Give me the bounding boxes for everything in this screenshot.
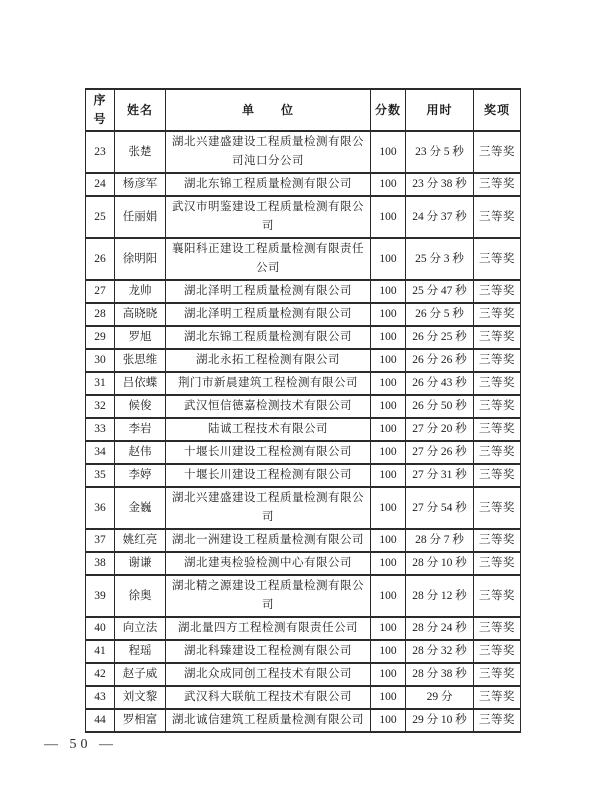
cell-time: 23 分 5 秒 (406, 131, 474, 173)
cell-unit: 陆诚工程技术有限公司 (166, 418, 371, 441)
cell-award: 三等奖 (474, 395, 521, 418)
cell-score: 100 (371, 418, 406, 441)
cell-award: 三等奖 (474, 418, 521, 441)
cell-score: 100 (371, 663, 406, 686)
cell-award: 三等奖 (474, 640, 521, 663)
cell-award: 三等奖 (474, 617, 521, 640)
header-name: 姓名 (115, 89, 166, 131)
cell-name: 赵子威 (115, 663, 166, 686)
cell-award: 三等奖 (474, 238, 521, 280)
cell-time: 26 分 25 秒 (406, 326, 474, 349)
cell-score: 100 (371, 349, 406, 372)
cell-index: 30 (86, 349, 115, 372)
cell-name: 候俊 (115, 395, 166, 418)
cell-time: 24 分 37 秒 (406, 196, 474, 238)
cell-unit: 湖北东锦工程质量检测有限公司 (166, 173, 371, 196)
table-row (86, 196, 521, 238)
cell-unit: 武汉恒信德嘉检测技术有限公司 (166, 395, 371, 418)
cell-index: 31 (86, 372, 115, 395)
cell-award: 三等奖 (474, 663, 521, 686)
cell-award: 三等奖 (474, 552, 521, 575)
header-score: 分数 (371, 89, 406, 131)
cell-score: 100 (371, 372, 406, 395)
cell-time: 27 分 31 秒 (406, 464, 474, 487)
cell-index: 42 (86, 663, 115, 686)
cell-time: 28 分 12 秒 (406, 575, 474, 617)
cell-name: 向立法 (115, 617, 166, 640)
cell-unit: 湖北科臻建设工程检测有限公司 (166, 640, 371, 663)
cell-time: 28 分 32 秒 (406, 640, 474, 663)
table-row (86, 131, 521, 173)
header-index: 序号 (86, 89, 115, 131)
table-row (86, 487, 521, 529)
table-row (86, 418, 521, 441)
cell-unit: 湖北兴建盛建设工程质量检测有限公司沌口分公司 (166, 131, 371, 173)
cell-index: 26 (86, 238, 115, 280)
cell-name: 赵伟 (115, 441, 166, 464)
table-body (86, 131, 521, 732)
table-row (86, 709, 521, 732)
cell-unit: 武汉科大联航工程技术有限公司 (166, 686, 371, 709)
cell-award: 三等奖 (474, 441, 521, 464)
table-row (86, 280, 521, 303)
cell-name: 任丽娟 (115, 196, 166, 238)
cell-score: 100 (371, 529, 406, 552)
cell-score: 100 (371, 441, 406, 464)
cell-name: 刘文黎 (115, 686, 166, 709)
cell-name: 张思维 (115, 349, 166, 372)
cell-index: 36 (86, 487, 115, 529)
cell-name: 罗旭 (115, 326, 166, 349)
cell-unit: 湖北永拓工程检测有限公司 (166, 349, 371, 372)
cell-name: 高晓晓 (115, 303, 166, 326)
cell-award: 三等奖 (474, 280, 521, 303)
cell-name: 吕依蝶 (115, 372, 166, 395)
table-row (86, 303, 521, 326)
table-row (86, 441, 521, 464)
cell-name: 李婷 (115, 464, 166, 487)
cell-index: 37 (86, 529, 115, 552)
table-row (86, 464, 521, 487)
cell-index: 23 (86, 131, 115, 173)
header-time: 用时 (406, 89, 474, 131)
header-unit: 单 位 (166, 89, 371, 131)
cell-index: 39 (86, 575, 115, 617)
cell-unit: 十堰长川建设工程检测有限公司 (166, 464, 371, 487)
table-row (86, 640, 521, 663)
cell-time: 28 分 7 秒 (406, 529, 474, 552)
cell-index: 38 (86, 552, 115, 575)
cell-time: 28 分 24 秒 (406, 617, 474, 640)
cell-time: 28 分 38 秒 (406, 663, 474, 686)
cell-index: 24 (86, 173, 115, 196)
cell-index: 29 (86, 326, 115, 349)
cell-name: 罗相富 (115, 709, 166, 732)
cell-time: 28 分 10 秒 (406, 552, 474, 575)
cell-unit: 武汉市明鉴建设工程质量检测有限公司 (166, 196, 371, 238)
table-header-row (86, 89, 521, 131)
cell-score: 100 (371, 709, 406, 732)
header-award: 奖项 (474, 89, 521, 131)
cell-award: 三等奖 (474, 372, 521, 395)
page-number: — 50 — (44, 737, 117, 752)
cell-index: 34 (86, 441, 115, 464)
table-row (86, 529, 521, 552)
cell-award: 三等奖 (474, 686, 521, 709)
cell-award: 三等奖 (474, 131, 521, 173)
table-row (86, 686, 521, 709)
cell-index: 28 (86, 303, 115, 326)
cell-index: 33 (86, 418, 115, 441)
cell-score: 100 (371, 575, 406, 617)
cell-score: 100 (371, 131, 406, 173)
cell-index: 25 (86, 196, 115, 238)
cell-unit: 湖北精之源建设工程质量检测有限公司 (166, 575, 371, 617)
cell-name: 程瑶 (115, 640, 166, 663)
cell-index: 43 (86, 686, 115, 709)
cell-score: 100 (371, 238, 406, 280)
cell-score: 100 (371, 686, 406, 709)
cell-index: 40 (86, 617, 115, 640)
cell-name: 徐奥 (115, 575, 166, 617)
cell-unit: 湖北众成同创工程技术有限公司 (166, 663, 371, 686)
cell-score: 100 (371, 640, 406, 663)
cell-time: 26 分 43 秒 (406, 372, 474, 395)
cell-time: 29 分 (406, 686, 474, 709)
table-row (86, 575, 521, 617)
table-row (86, 349, 521, 372)
cell-index: 32 (86, 395, 115, 418)
cell-time: 25 分 47 秒 (406, 280, 474, 303)
cell-name: 谢谦 (115, 552, 166, 575)
cell-name: 龙帅 (115, 280, 166, 303)
cell-score: 100 (371, 196, 406, 238)
table-row (86, 173, 521, 196)
cell-unit: 湖北泽明工程质量检测有限公司 (166, 303, 371, 326)
cell-unit: 荆门市新晨建筑工程检测有限公司 (166, 372, 371, 395)
cell-unit: 湖北东锦工程质量检测有限公司 (166, 326, 371, 349)
cell-score: 100 (371, 173, 406, 196)
cell-name: 姚红亮 (115, 529, 166, 552)
cell-time: 29 分 10 秒 (406, 709, 474, 732)
cell-unit: 湖北诚信建筑工程质量检测有限公司 (166, 709, 371, 732)
table-row (86, 372, 521, 395)
table-row (86, 617, 521, 640)
table-row (86, 326, 521, 349)
cell-name: 徐明阳 (115, 238, 166, 280)
cell-time: 26 分 5 秒 (406, 303, 474, 326)
cell-score: 100 (371, 395, 406, 418)
table-row (86, 238, 521, 280)
cell-score: 100 (371, 464, 406, 487)
cell-name: 张楚 (115, 131, 166, 173)
cell-score: 100 (371, 326, 406, 349)
cell-award: 三等奖 (474, 303, 521, 326)
award-results-table (85, 88, 521, 733)
cell-score: 100 (371, 617, 406, 640)
cell-award: 三等奖 (474, 709, 521, 732)
cell-score: 100 (371, 552, 406, 575)
table-row (86, 395, 521, 418)
cell-time: 23 分 38 秒 (406, 173, 474, 196)
cell-unit: 湖北泽明工程质量检测有限公司 (166, 280, 371, 303)
cell-index: 35 (86, 464, 115, 487)
cell-index: 41 (86, 640, 115, 663)
cell-time: 27 分 54 秒 (406, 487, 474, 529)
cell-score: 100 (371, 487, 406, 529)
cell-award: 三等奖 (474, 575, 521, 617)
cell-time: 27 分 26 秒 (406, 441, 474, 464)
cell-name: 杨彦军 (115, 173, 166, 196)
cell-time: 26 分 26 秒 (406, 349, 474, 372)
cell-name: 金巍 (115, 487, 166, 529)
table-row (86, 552, 521, 575)
cell-award: 三等奖 (474, 326, 521, 349)
cell-award: 三等奖 (474, 487, 521, 529)
cell-score: 100 (371, 280, 406, 303)
cell-index: 44 (86, 709, 115, 732)
cell-time: 26 分 50 秒 (406, 395, 474, 418)
cell-unit: 湖北一洲建设工程质量检测有限公司 (166, 529, 371, 552)
cell-time: 27 分 20 秒 (406, 418, 474, 441)
cell-time: 25 分 3 秒 (406, 238, 474, 280)
cell-award: 三等奖 (474, 196, 521, 238)
cell-unit: 湖北兴建盛建设工程质量检测有限公司 (166, 487, 371, 529)
cell-name: 李岩 (115, 418, 166, 441)
cell-award: 三等奖 (474, 349, 521, 372)
cell-unit: 襄阳科正建设工程质量检测有限责任公司 (166, 238, 371, 280)
table-row (86, 663, 521, 686)
cell-unit: 湖北建夷检验检测中心有限公司 (166, 552, 371, 575)
cell-award: 三等奖 (474, 173, 521, 196)
cell-unit: 湖北量四方工程检测有限责任公司 (166, 617, 371, 640)
cell-score: 100 (371, 303, 406, 326)
cell-award: 三等奖 (474, 529, 521, 552)
cell-index: 27 (86, 280, 115, 303)
cell-unit: 十堰长川建设工程检测有限公司 (166, 441, 371, 464)
cell-award: 三等奖 (474, 464, 521, 487)
